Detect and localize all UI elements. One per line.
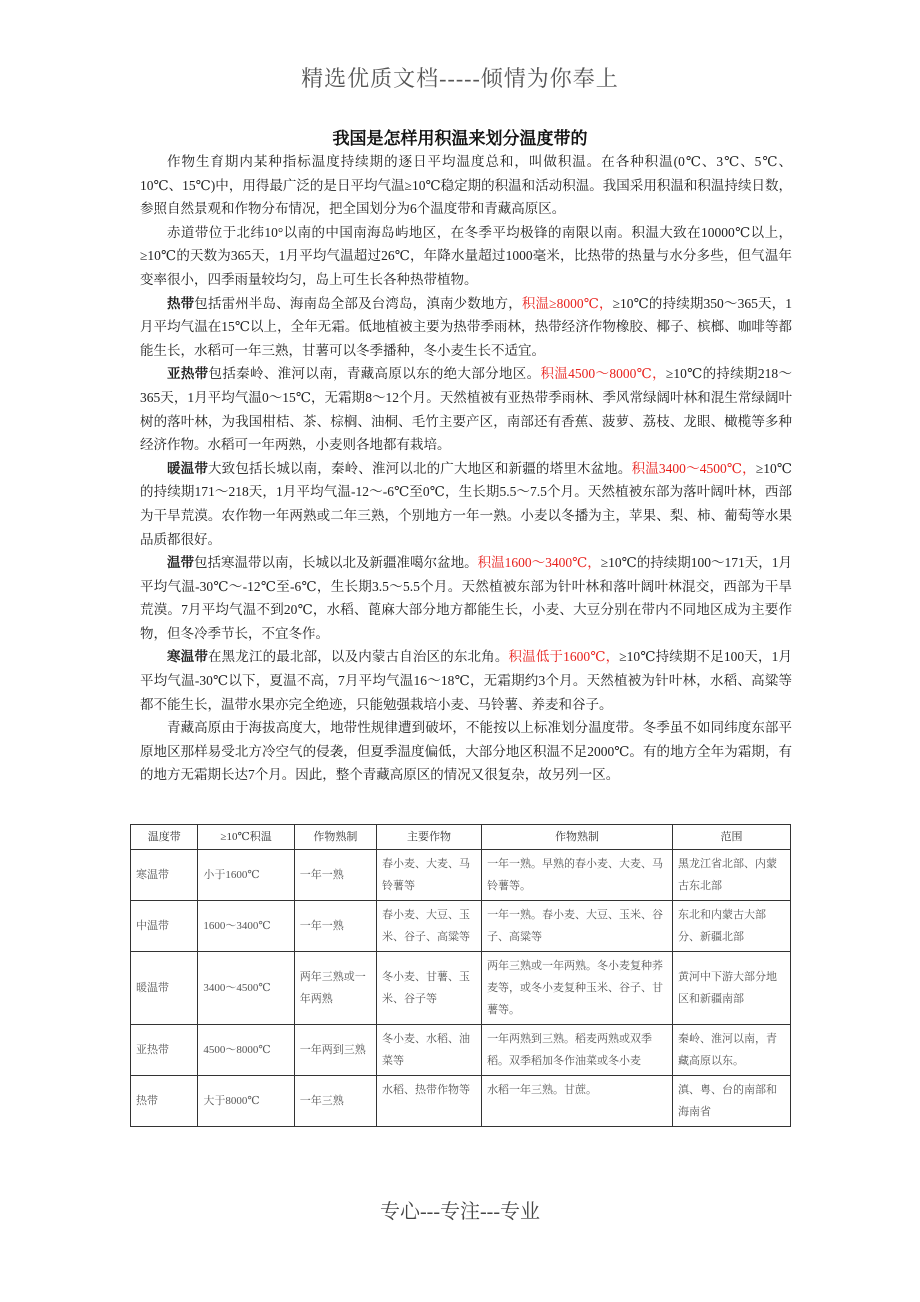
zone-name: 寒温带: [167, 649, 208, 665]
paragraph-text: ≥10℃的持续期218～365天，1月平均气温0～15℃，无霜期8～12个月。天然植被有亚热带季雨林、季风常绿阔叶林和混生常绿阔叶树的落叶林，为我国柑桔、茶、棕榈、油桐、毛竹主要产区，南部还有香蕉、菠萝、荔枝、龙眼、橄榄等多种经济作物。水稻可一年两熟，小麦则各地都有栽培。: [140, 366, 793, 453]
paragraph: [140, 716, 792, 787]
cropping-system-cell: 两年三熟或一年两熟: [294, 952, 376, 1025]
paragraph-text: 包括雷州半岛、海南岛全部及台湾岛，滇南少数地方，: [194, 295, 522, 311]
main-crops-cell: 春小麦、大麦、马铃薯等: [376, 850, 481, 901]
table-row: [131, 952, 791, 1025]
paragraph: [140, 457, 792, 551]
page-header: 精选优质文档-----倾情为你奉上: [301, 66, 619, 91]
zone-cell: 亚热带: [131, 1025, 198, 1076]
region-cell: 黑龙江省北部、内蒙古东北部: [673, 850, 791, 901]
paragraph: [140, 221, 792, 292]
table-row: [131, 901, 791, 952]
zone-name: 温带: [167, 555, 195, 571]
cropping-detail-cell: 水稻一年三熟。甘蔗。: [482, 1076, 673, 1127]
accumulated-temperature-highlight: 积温4500～8000℃，: [540, 366, 666, 382]
table-row: [131, 1076, 791, 1127]
main-crops-cell: 水稻、热带作物等: [376, 1076, 481, 1127]
accumulated-temp-cell: 4500～8000℃: [198, 1025, 294, 1076]
main-crops-cell: 冬小麦、水稻、油菜等: [376, 1025, 481, 1076]
paragraph-text: 青藏高原由于海拔高度大，地带性规律遭到破坏，不能按以上标准划分温度带。冬季虽不如同纬度东部平原地区那样易受北方冷空气的侵袭，但夏季温度偏低，大部分地区积温不足2000℃。有的地方全年为霜期，有的地方无霜期长达7个月。因此，整个青藏高原区的情况又很复杂，故另列一区。: [140, 720, 792, 783]
temperature-zone-table: [130, 824, 791, 1127]
document-title: 我国是怎样用积温来划分温度带的: [332, 129, 588, 148]
accumulated-temperature-highlight: 积温3400～4500℃，: [631, 460, 756, 476]
zone-cell: 寒温带: [131, 850, 198, 901]
zone-name: 暖温带: [167, 460, 208, 476]
region-cell: 秦岭、淮河以南，青藏高原以东。: [673, 1025, 791, 1076]
cropping-detail-cell: 一年一熟。春小麦、大豆、玉米、谷子、高粱等: [482, 901, 673, 952]
page-footer: 专心---专注---专业: [380, 1201, 540, 1223]
region-cell: 黄河中下游大部分地区和新疆南部: [673, 952, 791, 1025]
accumulated-temp-cell: 小于1600℃: [198, 850, 294, 901]
paragraph-text: 赤道带位于北纬10°以南的中国南海岛屿地区，在冬季平均极锋的南限以南。积温大致在10000℃以上，≥10℃的天数为365天，1月平均气温超过26℃，年降水量超过1000毫米，比热带的热量与水分多些，但气温年变率很小，四季雨量较均匀，岛上可生长各种热带植物。: [140, 224, 792, 287]
paragraph-text: ≥10℃持续期不足100天，1月平均气温-30℃以下，夏温不高，7月平均气温16～18℃，无霜期约3个月。天然植被为针叶林，水稻、高粱等都不能生长，温带水果亦完全绝迹，只能勉强栽培小麦、马铃薯、养麦和谷子。: [140, 649, 793, 712]
main-crops-cell: 冬小麦、甘薯、玉米、谷子等: [376, 952, 481, 1025]
region-cell: 东北和内蒙古大部分、新疆北部: [673, 901, 791, 952]
accumulated-temp-cell: 1600～3400℃: [198, 901, 294, 952]
document-body: [140, 150, 792, 787]
table-header-row: [131, 825, 791, 850]
cropping-detail-cell: 一年一熟。早熟的春小麦、大麦、马铃薯等。: [482, 850, 673, 901]
paragraph: [140, 645, 792, 716]
paragraph: [140, 292, 792, 363]
cropping-detail-cell: 一年两熟到三熟。稻麦两熟或双季稻。双季稻加冬作油菜或冬小麦: [482, 1025, 673, 1076]
paragraph-text: ≥10℃的持续期350～365天，1月平均气温在15℃以上，全年无霜。低地植被主要为热带季雨林，热带经济作物橡胶、椰子、槟榔、咖啡等都能生长，水稻可一年三熟，甘薯可以冬季播种，冬小麦生长不适宜。: [140, 295, 793, 358]
zone-name: 亚热带: [167, 366, 209, 382]
accumulated-temperature-highlight: 积温≥8000℃，: [521, 295, 613, 311]
zone-cell: 热带: [131, 1076, 198, 1127]
column-header: 作物熟制: [294, 825, 376, 850]
cropping-system-cell: 一年两到三熟: [294, 1025, 376, 1076]
table-row: [131, 1025, 791, 1076]
paragraph-text: 在黑龙江的最北部，以及内蒙古自治区的东北角。: [207, 649, 509, 665]
zone-cell: 暖温带: [131, 952, 198, 1025]
paragraph-text: 大致包括长城以南，秦岭、淮河以北的广大地区和新疆的塔里木盆地。: [208, 460, 632, 476]
zone-name: 热带: [167, 295, 195, 311]
main-crops-cell: 春小麦、大豆、玉米、谷子、高粱等: [376, 901, 481, 952]
column-header: 温度带: [131, 825, 198, 850]
accumulated-temperature-highlight: 积温1600～3400℃，: [477, 555, 601, 571]
paragraph-text: 作物生育期内某种指标温度持续期的逐日平均温度总和，叫做积温。在各种积温(0℃、3℃、5℃、10℃、15℃)中，用得最广泛的是日平均气温≥10℃稳定期的积温和活动积温。我国采用积温和积温持续日数，参照自然景观和作物分布情况，把全国划分为6个温度带和青藏高原区。: [140, 154, 792, 217]
region-cell: 滇、粤、台的南部和海南省: [673, 1076, 791, 1127]
cropping-system-cell: 一年一熟: [294, 901, 376, 952]
column-header: ≥10℃积温: [198, 825, 294, 850]
paragraph-text: 包括寒温带以南，长城以北及新疆准噶尔盆地。: [194, 555, 478, 571]
cropping-system-cell: 一年一熟: [294, 850, 376, 901]
paragraph: [140, 362, 792, 456]
cropping-system-cell: 一年三熟: [294, 1076, 376, 1127]
accumulated-temp-cell: 3400～4500℃: [198, 952, 294, 1025]
paragraph-text: 包括秦岭、淮河以南，青藏高原以东的绝大部分地区。: [208, 366, 541, 382]
column-header: 范围: [673, 825, 791, 850]
column-header: 作物熟制: [482, 825, 673, 850]
accumulated-temp-cell: 大于8000℃: [198, 1076, 294, 1127]
cropping-detail-cell: 两年三熟或一年两熟。冬小麦复种荞麦等，或冬小麦复种玉米、谷子、甘薯等。: [482, 952, 673, 1025]
paragraph-text: ≥10℃的持续期171～218天，1月平均气温-12～-6℃至0℃，生长期5.5～7.5个月。天然植被东部为落叶阔叶林，西部为干旱荒漠。农作物一年两熟或二年三熟，个别地方一年一熟。小麦以冬播为主，苹果、梨、柿、葡萄等水果品质都很好。: [140, 460, 793, 547]
paragraph-text: ≥10℃的持续期100～171天，1月平均气温-30℃～-12℃至-6℃，生长期3.5～5.5个月。天然植被东部为针叶林和落叶阔叶林混交，西部为干旱荒漠。7月平均气温不到20℃，水稻、蓖麻大部分地方都能生长，小麦、大豆分别在带内不同地区成为主要作物，但冬冷季节长，不宜冬作。: [140, 555, 792, 641]
table-row: [131, 850, 791, 901]
accumulated-temperature-highlight: 积温低于1600℃，: [508, 649, 620, 665]
paragraph: [140, 551, 792, 645]
column-header: 主要作物: [376, 825, 481, 850]
paragraph: [140, 150, 792, 221]
zone-cell: 中温带: [131, 901, 198, 952]
